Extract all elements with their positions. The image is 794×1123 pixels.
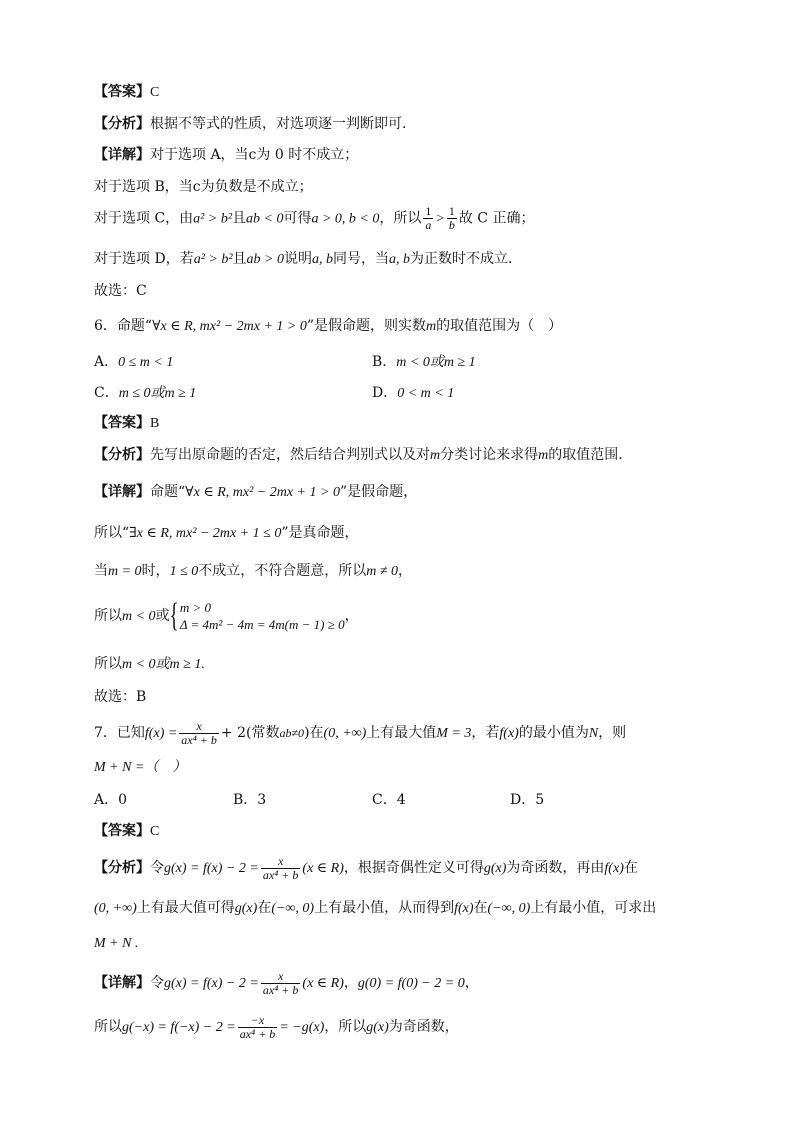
q5-conclusion bbox=[94, 282, 147, 300]
math: f(x) bbox=[454, 901, 474, 916]
text: ”是假命题，则实数 bbox=[306, 318, 427, 334]
q7-option-a: A．0 bbox=[94, 792, 128, 808]
denominator: ax⁴ + b bbox=[262, 867, 299, 882]
option-label: C． bbox=[94, 385, 119, 401]
text: ，根据奇偶性定义可得 bbox=[343, 860, 484, 876]
text: ， bbox=[398, 563, 413, 579]
math: ab≠0 bbox=[279, 726, 305, 740]
option-math: m ≤ 0或m ≥ 1 bbox=[118, 386, 197, 401]
text: )在 bbox=[304, 725, 324, 741]
text: 上有最大值 bbox=[366, 725, 437, 741]
math: m < 0或m ≥ 1. bbox=[122, 657, 205, 672]
math: m bbox=[430, 448, 441, 463]
text: ，所以 bbox=[324, 1019, 367, 1035]
math: f(x) bbox=[604, 861, 624, 876]
q7-stem-line-2 bbox=[94, 758, 186, 777]
text: 上有最大值可得 bbox=[136, 900, 235, 916]
math: g(x) bbox=[234, 901, 258, 916]
fraction bbox=[261, 855, 301, 882]
detail-text: 对于选项 A，当c为 0 时不成立； bbox=[150, 147, 359, 163]
text: ， bbox=[344, 608, 359, 624]
math: g(−x) = f(−x) − 2 = bbox=[122, 1020, 236, 1035]
system-row: Δ = 4m² − 4m = 4m(m − 1) ≥ 0 bbox=[179, 617, 345, 632]
q6-stem bbox=[94, 317, 562, 336]
math: m bbox=[426, 319, 437, 334]
text: ，则 bbox=[598, 725, 627, 741]
text: ，若 bbox=[471, 725, 500, 741]
math: m < 0 bbox=[122, 609, 156, 624]
text: 所以 bbox=[94, 1019, 122, 1035]
detail-tag: 【详解】 bbox=[94, 147, 150, 163]
math: (0, +∞) bbox=[94, 901, 137, 916]
system-row: m > 0 bbox=[179, 600, 212, 615]
text: 或 bbox=[155, 608, 170, 624]
q5-answer-line bbox=[94, 83, 159, 102]
math: M = 3 bbox=[436, 726, 472, 741]
numerator: x bbox=[261, 970, 301, 984]
math: g(x) bbox=[366, 1020, 389, 1035]
q7-analysis-line-1 bbox=[94, 853, 638, 884]
analysis-tag: 【分析】 bbox=[94, 447, 150, 463]
detail-text: 对于选项 B，当c为负数是不成立； bbox=[94, 179, 313, 195]
text: 可得 bbox=[283, 210, 312, 227]
math: g(x) = f(x) − 2 = bbox=[164, 861, 259, 876]
text: 在 bbox=[473, 900, 488, 916]
denominator: ax⁴ + b bbox=[239, 1026, 276, 1041]
answer-value: C bbox=[150, 824, 160, 839]
math: a² > b² bbox=[193, 211, 233, 227]
text: 故 C 正确； bbox=[458, 210, 535, 227]
math: ab < 0 bbox=[246, 211, 284, 227]
option-label: D． bbox=[372, 385, 398, 401]
text: 为正数时不成立. bbox=[409, 251, 513, 267]
answer-tag: 【答案】 bbox=[94, 84, 150, 100]
fraction bbox=[238, 1014, 278, 1041]
q7-detail-line-2 bbox=[94, 1012, 459, 1043]
q5-detail-line-4 bbox=[94, 250, 512, 269]
text: ”是假命题， bbox=[339, 484, 418, 500]
answer-value: B bbox=[150, 416, 160, 431]
text: 不成立，不符合题意，所以 bbox=[198, 563, 367, 579]
q6-answer-line bbox=[94, 414, 159, 433]
math: a > 0, b < 0 bbox=[311, 211, 380, 227]
math: a² > b² bbox=[193, 252, 233, 267]
q7-option-c: C．4 bbox=[372, 792, 406, 808]
numerator: −x bbox=[238, 1014, 278, 1028]
text: 令 bbox=[150, 860, 164, 876]
math: (0, +∞) bbox=[323, 726, 367, 741]
conclusion-text: 故选：C bbox=[94, 283, 147, 299]
text: 先写出原命题的否定，然后结合判别式以及对 bbox=[150, 447, 430, 463]
q6-detail-line-1 bbox=[94, 483, 417, 502]
math: ∀x ∈ R, mx² − 2mx + 1 > 0 bbox=[185, 485, 340, 500]
q7-analysis-line-2 bbox=[94, 899, 656, 918]
math: = −g(x) bbox=[279, 1020, 325, 1035]
math: N bbox=[588, 726, 599, 741]
q6-detail-line-2 bbox=[94, 524, 359, 543]
math: a, b bbox=[311, 252, 333, 267]
numerator: x bbox=[261, 855, 301, 869]
q5-detail-line-1 bbox=[94, 146, 358, 164]
q7-analysis-line-3 bbox=[94, 934, 138, 953]
text: 同号，当 bbox=[332, 251, 389, 267]
math: f(x) = bbox=[144, 726, 178, 741]
q6-conclusion bbox=[94, 688, 146, 706]
text: 且 bbox=[232, 210, 247, 227]
text: 的取值范围为（ ） bbox=[436, 318, 563, 334]
text: ， bbox=[343, 975, 358, 991]
analysis-text: 根据不等式的性质，对选项逐一判断即可. bbox=[150, 116, 407, 132]
text: 时， bbox=[141, 563, 170, 579]
q7-option-d: D．5 bbox=[510, 792, 545, 808]
option-math: m < 0或m ≥ 1 bbox=[396, 355, 476, 370]
math: g(0) = f(0) − 2 = 0 bbox=[357, 976, 465, 991]
left-brace: { bbox=[169, 597, 179, 634]
text: 上有最小值，可求出 bbox=[530, 900, 657, 916]
q7-detail-line-1 bbox=[94, 968, 479, 999]
option-label: B． bbox=[372, 354, 397, 370]
text: 6．命题“ bbox=[94, 318, 153, 334]
math: m ≠ 0 bbox=[366, 564, 399, 579]
text: 对于选项 D，若 bbox=[94, 251, 194, 267]
text: 在 bbox=[623, 860, 638, 876]
fraction bbox=[179, 720, 219, 747]
text: 对于选项 C，由 bbox=[94, 210, 194, 227]
detail-tag: 【详解】 bbox=[94, 975, 150, 991]
text: ， bbox=[464, 975, 479, 991]
math: ∀x ∈ R, mx² − 2mx + 1 > 0 bbox=[152, 319, 307, 334]
text: 在 bbox=[257, 900, 272, 916]
math: (−∞, 0) bbox=[271, 901, 315, 916]
text: 分类讨论来求得 bbox=[440, 447, 539, 463]
math: (x ∈ R) bbox=[302, 861, 344, 876]
math: m = 0 bbox=[108, 564, 142, 579]
q6-analysis-line bbox=[94, 446, 623, 465]
math: m bbox=[538, 448, 549, 463]
text: 且 bbox=[232, 251, 247, 267]
text: 的取值范围. bbox=[548, 447, 623, 463]
math: 1 ≤ 0 bbox=[169, 564, 199, 579]
detail-tag: 【详解】 bbox=[94, 484, 150, 500]
math: g(x) bbox=[483, 861, 507, 876]
q7-stem-line-1 bbox=[94, 718, 626, 749]
text: 当 bbox=[94, 563, 108, 579]
fraction bbox=[261, 970, 301, 997]
q6-detail-line-3 bbox=[94, 562, 412, 581]
conclusion-text: 故选：B bbox=[94, 689, 147, 705]
math: (−∞, 0) bbox=[487, 901, 531, 916]
option-math: 0 < m < 1 bbox=[397, 386, 455, 401]
text: 所以 bbox=[94, 608, 122, 624]
answer-tag: 【答案】 bbox=[94, 823, 150, 839]
answer-tag: 【答案】 bbox=[94, 415, 150, 431]
fraction-one-over-a: $\frac{1}{a}$ bbox=[425, 204, 432, 232]
analysis-tag: 【分析】 bbox=[94, 116, 150, 132]
q6-detail-line-4 bbox=[94, 596, 359, 637]
text: 为奇函数， bbox=[388, 1019, 459, 1035]
q6-option-a bbox=[94, 353, 173, 372]
q6-detail-line-5 bbox=[94, 655, 205, 674]
text: 所以“ bbox=[94, 525, 130, 541]
answer-value: C bbox=[150, 85, 160, 100]
q6-option-b bbox=[372, 353, 476, 372]
q7-answer-line bbox=[94, 822, 159, 841]
inequality-system bbox=[180, 599, 345, 633]
text: 7．已知 bbox=[94, 725, 145, 741]
q5-detail-line-3: 对于选项 C，由a² > b²且ab < 0可得a > 0, b < 0，所以 $\frac{1}{a}$ > $\frac{1}{b}$ 故 C 正确； bbox=[94, 204, 535, 232]
math: f(x) bbox=[499, 726, 519, 741]
text: ，所以 bbox=[379, 210, 422, 227]
text: 上有最小值，从而得到 bbox=[314, 900, 455, 916]
math: ab > 0 bbox=[246, 252, 284, 267]
text: 说明 bbox=[283, 251, 312, 267]
analysis-tag: 【分析】 bbox=[94, 860, 150, 876]
math: ∃x ∈ R, mx² − 2mx + 1 ≤ 0 bbox=[129, 526, 282, 541]
text: 所以 bbox=[94, 656, 122, 672]
math: M + N . bbox=[94, 936, 139, 951]
denominator: ax⁴ + b bbox=[262, 982, 299, 997]
option-math: 0 ≤ m < 1 bbox=[118, 355, 174, 370]
q5-analysis-line bbox=[94, 115, 406, 133]
math: (x ∈ R) bbox=[302, 976, 344, 991]
math: g(x) = f(x) − 2 = bbox=[164, 976, 259, 991]
text: 令 bbox=[150, 975, 164, 991]
numerator: x bbox=[179, 720, 219, 734]
option-label: A． bbox=[94, 354, 119, 370]
denominator: ax⁴ + b bbox=[181, 732, 217, 747]
q6-option-c bbox=[94, 384, 196, 403]
q6-option-d bbox=[372, 384, 454, 403]
text: 为奇函数，再由 bbox=[506, 860, 605, 876]
math: M + N =（ ） bbox=[94, 760, 187, 775]
q7-option-b: B．3 bbox=[233, 792, 267, 808]
text: + 2(常数 bbox=[220, 725, 280, 741]
fraction-one-over-b: $\frac{1}{b}$ bbox=[448, 204, 455, 232]
text: ”是真命题， bbox=[281, 525, 359, 541]
text: 的最小值为 bbox=[518, 725, 589, 741]
text: 命题“ bbox=[150, 484, 186, 500]
q5-detail-line-2 bbox=[94, 178, 313, 196]
math: a, b bbox=[388, 252, 410, 267]
